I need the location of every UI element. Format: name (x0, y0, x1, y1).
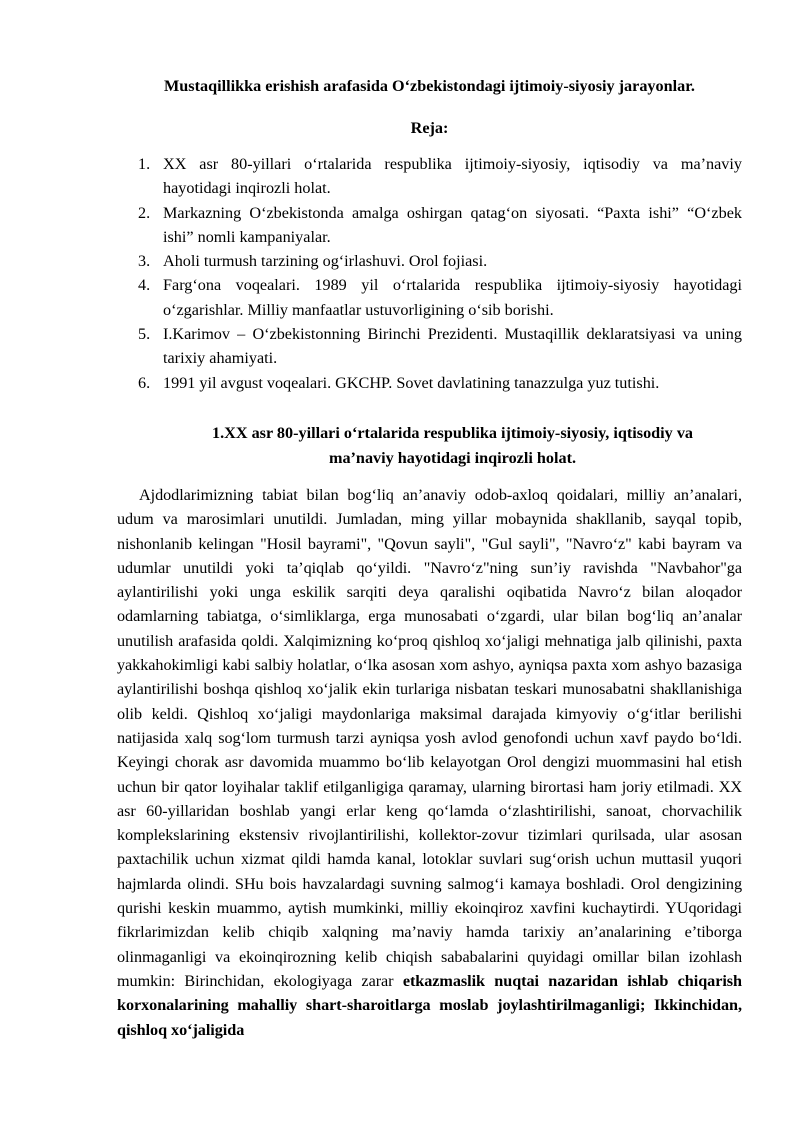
section-heading-line: ma’naviy hayotidagi inqirozli holat. (328, 448, 577, 467)
plan-item-text: XX asr 80-yillari o‘rtalarida respublika ijtimoiy-siyosiy, iqtisodiy va ma’naviy hayotidagi inqirozli holat. (163, 155, 742, 198)
plan-item (117, 322, 742, 371)
plan-item-number: 2. (138, 203, 151, 222)
plan-item (117, 273, 742, 322)
plan-item-text: Markazning O‘zbekistonda amalga oshirgan qatag‘on siyosati. “Paxta ishi” “O‘zbek ishi” nomli kampaniyalar. (163, 203, 742, 246)
plan-item-text: 1991 yil avgust voqealari. GKCHP. Sovet davlatining tanazzulga yuz tutishi. (163, 373, 660, 392)
plan-item (117, 152, 742, 201)
plan-item-text: Farg‘ona voqealari. 1989 yil o‘rtalarida respublika ijtimoiy-siyosiy hayotidagi o‘zgarishlar. Milliy manfaatlar ustuvorligining o‘sib borishi. (163, 276, 742, 319)
plan-list (117, 152, 742, 395)
plan-item (117, 201, 742, 250)
plan-item (117, 249, 742, 273)
plan-item-number: 4. (138, 276, 151, 295)
plan-item-number: 3. (138, 252, 151, 271)
paragraph-text: Ajdodlarimizning tabiat bilan bog‘liq an’anaviy odob-axloq qoidalari, milliy an’analari, udum va marosimlari unutildi. Jumladan, ming yillar mobaynida shakllanib, sayqal topib, nishonlanib kelingan "Hosil bayrami", "Qovun sayli", "Gul sayli", "Navro‘z" kabi bayram va udumlar unutildi yoki ta’qiqlab qo‘yildi. "Navro‘z"ning sun’iy ravishda "Navbahor"ga aylantirilishi yoki unga eskilik sarqiti deya qaralishi oqibatida Navro‘z bilan aloqador odamlarning tabiatga, o‘simliklarga, erga munosabati o‘zgardi, ular bilan bog‘liq an’analar unutilish arafasida qoldi. Xalqimizning ko‘proq qishloq xo‘jaligi mehnatiga jalb qilinishi, paxta yakkahokimligi kabi salbiy holatlar, o‘lka asosan xom ashyo, ayniqsa paxta xom ashyo bazasiga aylantirilishi boshqa qishloq xo‘jalik ekin turlariga nisbatan teskari munosabatni shakllanishiga olib keldi. Qishloq xo‘jaligi maydonlariga maksimal darajada kimyoviy o‘g‘itlar berilishi natijasida xalq sog‘lom turmush tarzi ayniqsa yosh avlod genofondi uchun xavf paydo bo‘ldi. Keyingi chorak asr davomida muammo bo‘lib kelayotgan Orol dengizi muommasini hal etish uchun bir qator loyihalar taklif etilganligiga qaramay, ularning birortasi ham joriy etilmadi. XX asr 60-yillaridan boshlab yangi erlar keng qo‘lamda o‘zlashtirilishi, sanoat, chorvachilik komplekslarining ekstensiv rivojlantirilishi, kollektor-zovur tizimlari qurilsada, ular asosan paxtachilik uchun xizmat qildi hamda kanal, lotoklar suvlari sug‘orish uchun muttasil yuqori hajmlarda olindi. SHu bois havzalardagi suvning salmog‘i kamaya boshladi. Orol dengizining qurishi keskin muammo, aytish mumkinki, milliy ekoinqiroz xavfini kuchaytirdi. YUqoridagi fikrlarimizdan kelib chiqib xalqning ma’naviy hamda tarixiy an’analarining e’tiborga olinmaganligi va ekoinqirozning kelib chiqish sababalarini quyidagi omillar bilan izohlash mumkin: Birinchidan, ekologiyaga zarar (117, 485, 742, 990)
paragraph-bold-text: etkazmaslik nuqtai nazaridan ishlab chiqarish korxonalarining mahalliy shart-sharoitlarga moslab joylashtirilmaganligi; Ikkinchidan, qishloq xo‘jaligida (117, 971, 742, 1039)
plan-item-number: 6. (138, 373, 151, 392)
section-heading (117, 421, 742, 471)
body-paragraph (117, 483, 742, 1042)
plan-item-text: Aholi turmush tarzining og‘irlashuvi. Orol fojiasi. (163, 252, 488, 271)
plan-item-text: I.Karimov – O‘zbekistonning Birinchi Prezidenti. Mustaqillik deklaratsiyasi va uning tarixiy ahamiyati. (163, 325, 742, 368)
plan-item (117, 371, 742, 395)
plan-item-number: 5. (138, 325, 151, 344)
document-title: Mustaqillikka erishish arafasida O‘zbekistondagi ijtimoiy-siyosiy jarayonlar. (164, 77, 695, 95)
document-page (117, 74, 742, 1042)
plan-heading: Reja: (410, 119, 449, 137)
section-heading-line: 1.XX asr 80-yillari o‘rtalarida respublika ijtimoiy-siyosiy, iqtisodiy va (212, 423, 693, 442)
plan-item-number: 1. (138, 155, 151, 173)
